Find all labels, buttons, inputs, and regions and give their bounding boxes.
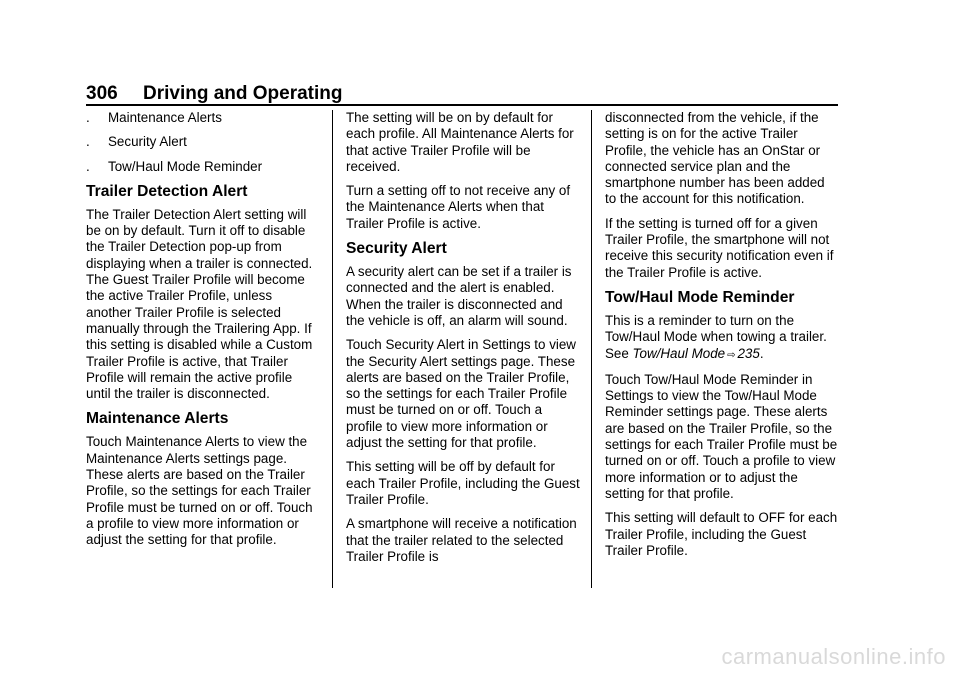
page-reference-icon: ⇨ [727,349,736,361]
bullet-text: Tow/Haul Mode Reminder [108,158,263,174]
bullet-marker: . [86,158,90,174]
paragraph [605,313,839,364]
bullet-text: Maintenance Alerts [108,110,222,125]
paragraph: A security alert can be set if a trailer is connected and the alert is enabled. When the trailer is disconnected and the vehicle is off, an alarm will sound. [346,264,572,328]
heading-security-alert: Security Alert [346,240,447,258]
paragraph: The Trailer Detection Alert setting will be on by default. Turn it off to disable the Trailer Detection pop-up from displaying when a trailer is connected. The Guest Trailer Profile will become the active Trailer Profile, unless another Trailer Profile is selected manually through the Trailering App. If this setting is disabled while a Custom Trailer Profile is active, that Trailer Profile will remain the active profile until the trailer is disconnected. [86,206,313,402]
paragraph: Touch Maintenance Alerts to view the Maintenance Alerts settings page. These alerts are based on the Trailer Profile, so the settings for each Trailer Profile must be turned on or off. Touch a profile to view more information or adjust the setting for that profile. [86,434,313,548]
page-header [86,83,838,105]
bullet-item [86,159,320,175]
column-divider-1 [332,110,333,588]
column-1 [86,110,320,557]
column-2 [346,110,580,573]
column-3 [605,110,839,567]
page-number: 306 [86,83,118,104]
paragraph: If the setting is turned off for a given Trailer Profile, the smartphone will not receive this security notification even if the Trailer Profile is active. [605,215,834,280]
paragraph: disconnected from the vehicle, if the setting is on for the active Trailer Profile, the vehicle has an OnStar or connected service plan and the smartphone number has been added to the account for this notification. [605,110,825,207]
heading-trailer-detection-alert: Trailer Detection Alert [86,182,248,200]
watermark: carmanualsonline.info [721,644,946,669]
heading-maintenance-alerts: Maintenance Alerts [86,410,229,428]
cross-reference-page[interactable]: 235 [737,345,760,361]
paragraph: This setting will default to OFF for each Trailer Profile, including the Guest Trailer Profile. [605,510,838,558]
paragraph: This setting will be off by default for each Trailer Profile, including the Guest Trailer Profile. [346,459,580,507]
column-divider-2 [591,110,592,588]
paragraph: Turn a setting off to not receive any of the Maintenance Alerts when that Trailer Profile is active. [346,183,571,231]
bullet-item [86,110,320,126]
paragraph: Touch Tow/Haul Mode Reminder in Settings to view the Tow/Haul Mode Reminder settings page. These alerts are based on the Trailer Profile, so the settings for each Trailer Profile must be turned on or off. Touch a profile to view more information or to adjust the setting for that profile. [605,371,838,501]
paragraph: Touch Security Alert in Settings to view the Security Alert settings page. These alerts are based on the Trailer Profile, so the settings for each Trailer Profile must be turned on or off. Touch a profile to view more information or adjust the setting for that profile. [346,337,576,451]
bullet-marker: . [86,134,90,150]
bullet-marker: . [86,110,90,125]
cross-reference-link[interactable]: Tow/Haul Mode [632,345,726,361]
paragraph-text: . [759,345,764,361]
bullet-text: Security Alert [108,134,187,150]
header-rule [86,104,838,106]
section-title: Driving and Operating [142,83,343,104]
paragraph: A smartphone will receive a notification that the trailer related to the selected Trailer Profile is [346,516,577,564]
paragraph-text: This is a reminder to turn on the Tow/Haul Mode when towing a trailer. See [605,312,827,361]
bullet-item [86,134,320,150]
paragraph: The setting will be on by default for each profile. All Maintenance Alerts for that active Trailer Profile will be received. [346,110,574,174]
heading-tow-haul-mode-reminder: Tow/Haul Mode Reminder [605,288,795,306]
